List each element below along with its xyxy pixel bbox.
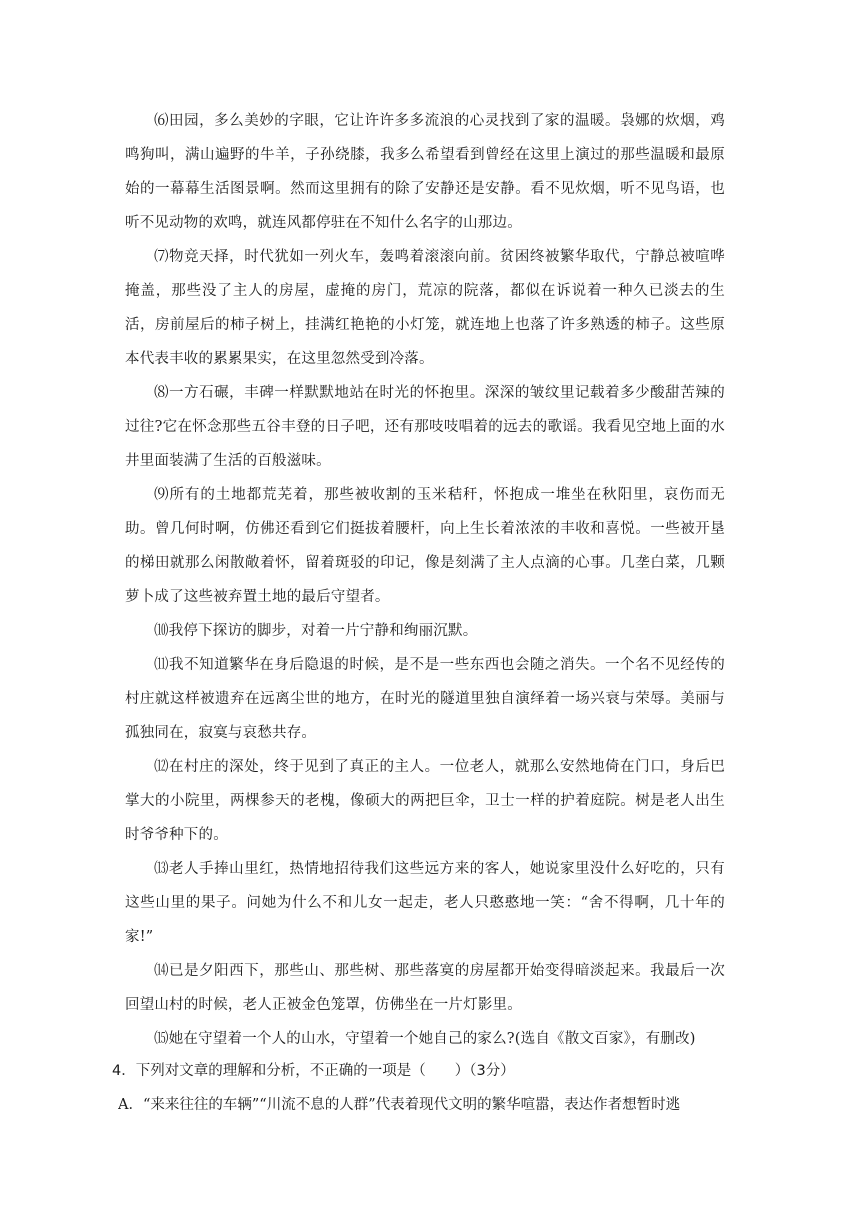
paragraph-11: ⑾我不知道繁华在身后隐退的时候，是不是一些东西也会随之消失。一个名不见经传的村庄就这样被遗弃在远离尘世的地方，在时光的隧道里独自演绎着一场兴衰与荣辱。美丽与孤独同在，寂寞与哀愁共存。 [125,657,725,741]
paragraph-7: ⑺物竞天择，时代犹如一列火车，轰鸣着滚滚向前。贫困终被繁华取代，宁静总被喧哗掩盖，那些没了主人的房屋，虚掩的房门，荒凉的院落，都似在诉说着一种久已淡去的生活，房前屋后的柿子树上，挂满红艳艳的小灯笼，就连地上也落了许多熟透的柿子。这些原本代表丰收的累累果实，在这里忽然受到冷落。 [125,249,725,367]
paragraph-10: ⑽我停下探访的脚步，对着一片宁静和绚丽沉默。 [154,623,478,639]
paragraph-15: ⒂她在守望着一个人的山水，守望着一个她自己的家么?(选自《散文百家》，有删改) [154,1031,696,1047]
question-4: 4．下列对文章的理解和分析，不正确的一项是（ ）（3分） [112,1063,515,1079]
paragraph-13: ⒀老人手捧山里红，热情地招待我们这些远方来的客人，她说家里没什么好吃的，只有这些山里的果子。问她为什么不和儿女一起走，老人只憨憨地一笑：“舍不得啊，几十年的家!” [125,861,725,945]
paragraph-14: ⒁已是夕阳西下，那些山、那些树、那些落寞的房屋都开始变得暗淡起来。我最后一次回望山村的时候，老人正被金色笼罩，仿佛坐在一片灯影里。 [125,963,725,1013]
paragraph-12: ⑿在村庄的深处，终于见到了真正的主人。一位老人，就那么安然地倚在门口，身后巴掌大的小院里，两棵参天的老槐，像硕大的两把巨伞，卫士一样的护着庭院。树是老人出生时爷爷种下的。 [125,759,725,843]
paragraph-6: ⑹田园，多么美妙的字眼，它让许许多多流浪的心灵找到了家的温暖。袅娜的炊烟，鸡鸣狗叫，满山遍野的牛羊，子孙绕膝，我多么希望看到曾经在这里上演过的那些温暖和最原始的一幕幕生活图景啊。然而这里拥有的除了安静还是安静。看不见炊烟，听不见鸟语，也听不见动物的欢鸣，就连风都停驻在不知什么名字的山那边。 [125,113,725,231]
option-a: A．“来来往往的车辆”“川流不息的人群”代表着现代文明的繁华喧嚣，表达作者想暂时逃 [118,1097,681,1113]
paragraph-9: ⑼所有的土地都荒芜着，那些被收割的玉米秸秆，怀抱成一堆坐在秋阳里，哀伤而无助。曾几何时啊，仿佛还看到它们挺拔着腰杆，向上生长着浓浓的丰收和喜悦。一些被开垦的梯田就那么闲散敞着怀，留着斑驳的印记，像是刻满了主人点滴的心事。几垄白菜，几颗萝卜成了这些被弃置土地的最后守望者。 [125,487,725,605]
paragraph-8: ⑻一方石碾，丰碑一样默默地站在时光的怀抱里。深深的皱纹里记载着多少酸甜苦辣的过往?它在怀念那些五谷丰登的日子吧，还有那吱吱唱着的远去的歌谣。我看见空地上面的水井里面装满了生活的百般滋味。 [125,385,725,469]
